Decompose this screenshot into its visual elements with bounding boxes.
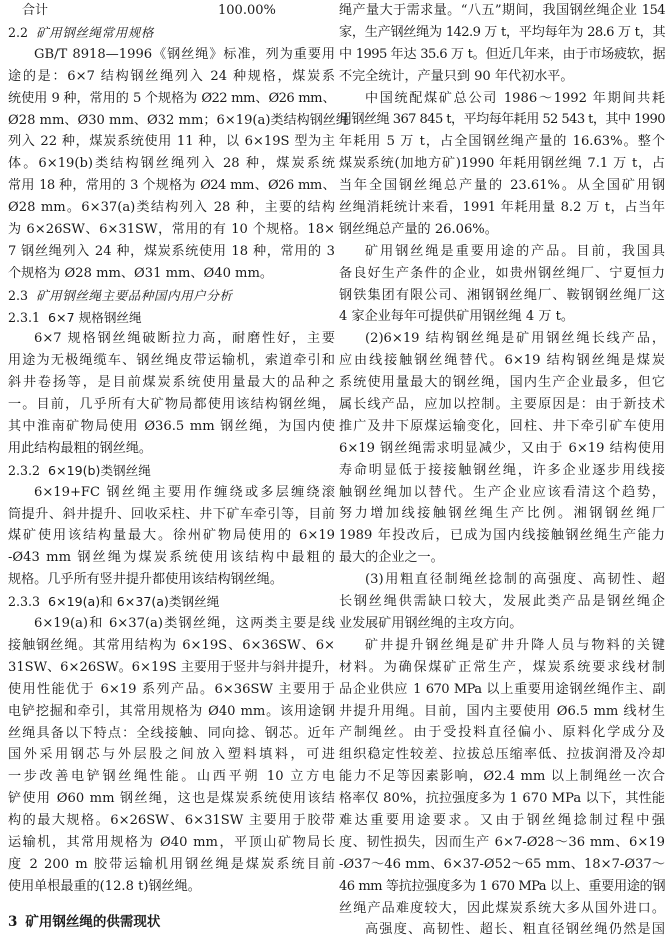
paragraph xyxy=(339,0,665,88)
text-line: 常用 18 种，常用的 3 个规格为 Ø24 mm、Ø26 mm、 xyxy=(8,178,335,194)
text-line: 一。目前，几乎所有大矿物局都使用该结构钢丝绳， xyxy=(8,397,335,413)
section-title: 矿用钢丝绳常用规格 xyxy=(36,25,154,40)
text-line: 铲使用 Ø60 mm 钢丝绳，这也是煤炭系统使用该结 xyxy=(8,791,335,807)
paragraph xyxy=(339,88,665,241)
section-number: 2.2 xyxy=(8,25,29,40)
text-line: 矿用钢丝绳是重要用途的产品。目前，我国具 xyxy=(365,243,665,259)
text-line: 高强度、高韧性、超长、粗直径钢丝绳仍然是国 xyxy=(365,922,665,938)
section-number: 2.3.2 xyxy=(8,462,41,478)
text-line: Ø28 mm、Ø30 mm、Ø32 mm；6×19(a)类结构钢丝绳 xyxy=(8,112,349,128)
text-line: 度、韧性损失，因而生产 6×7-Ø28～36 mm、6×19 xyxy=(339,834,665,850)
text-line: 体。6×19(b)类结构钢丝绳列入 28 种，煤炭系统 xyxy=(8,156,335,172)
section-2-2-heading xyxy=(8,22,335,44)
section-2-2-body xyxy=(8,44,349,285)
section-number: 3 xyxy=(8,913,18,930)
text-line: 筒提升、斜井提升、回收采柱、井下矿车牵引等，目前 xyxy=(8,506,335,522)
text-line: GB/T 8918—1996《钢丝绳》标准，列为重要用 xyxy=(34,46,335,62)
text-line: 能力不足等因素影响，Ø2.4 mm 以上制绳丝一次合 xyxy=(339,769,665,785)
text-line: 丝绳具备以下特点：全线接触、同向捻、钢芯。近年 xyxy=(8,725,335,741)
text-line: 斜井卷扬等，是目前煤炭系统使用量最大的品种之 xyxy=(8,375,335,391)
text-line: 7 钢丝绳列入 24 种，煤炭系统使用 18 种，常用的 3 xyxy=(8,243,335,259)
text-line: 接触钢丝绳。其常用结构为 6×19S、6×36SW、6× xyxy=(8,637,335,653)
text-line: 6×19+FC 钢丝绳主要用作缠绕或多层缠绕滚 xyxy=(34,484,335,500)
text-line: 中国统配煤矿总公司 1986～1992 年期间共耗 xyxy=(365,90,665,106)
text-line: 一步改善电铲钢丝绳性能。山西平朔 10 立方电 xyxy=(8,769,335,785)
text-line: 井提升用绳。目前，国内主要使用 Ø6.5 mm 线材生 xyxy=(339,703,665,719)
text-line: 煤矿使用该结构量最大。徐州矿物局使用的 6×19 xyxy=(8,528,335,544)
section-title: 6×19(b)类钢丝绳 xyxy=(48,462,151,478)
text-line: 业发展矿用钢丝绳的主攻方向。 xyxy=(339,615,523,631)
text-line: 其中淮南矿物局使用 Ø36.5 mm 钢丝绳，为国内使 xyxy=(8,419,335,435)
section-2-3-2-body xyxy=(8,482,335,591)
total-row xyxy=(8,0,335,22)
text-line: 国外采用钢芯与外层股之间放入塑料填料，可进 xyxy=(8,747,335,763)
text-line: 度 2 200 m 胶带运输机用钢丝绳是煤炭系统目前 xyxy=(8,856,335,872)
text-line: 为 6×26SW、6×31SW，常用的有 10 个规格。18× xyxy=(8,222,335,238)
text-line: 备良好生产条件的企业，如贵州钢丝绳厂、宁夏恒力 xyxy=(339,265,665,281)
text-line: 钢丝绳总产量的 26.06%。 xyxy=(339,221,498,237)
left-column xyxy=(8,0,349,930)
text-line: 1989 年投改后，已成为国内线接触钢丝绳生产能力 xyxy=(339,528,665,544)
text-line: 品企业供应 1 670 MPa 以上重要用途钢丝绳作主、副 xyxy=(339,681,665,697)
text-line: 构的最大规格。6×26SW、6×31SW 主要用于胶带 xyxy=(8,813,335,829)
text-line: 家，生产钢丝绳为 142.9 万 t，平均每年为 28.6 万 t，其 xyxy=(339,24,665,40)
section-number: 2.3 xyxy=(8,287,29,303)
text-line: 中 1995 年达 35.6 万 t。但近几年来，由于市场疲软，据 xyxy=(339,46,665,62)
text-line: 属长线产品，应加以控制。主要原因是：由于新技术 xyxy=(339,397,665,413)
text-line: 钢铁集团有限公司、湘钢钢丝绳厂、鞍钢钢丝绳厂这 xyxy=(339,287,665,303)
section-2-3-heading xyxy=(8,285,335,307)
paragraph xyxy=(339,569,665,635)
section-2-3-3-heading xyxy=(8,591,335,613)
text-line: 运输机，其常用规格为 Ø40 mm，平顶山矿物局长 xyxy=(8,834,335,850)
paragraph xyxy=(339,241,665,329)
text-line: 个规格为 Ø28 mm、Ø31 mm、Ø40 mm。 xyxy=(8,265,273,281)
spacer xyxy=(8,898,335,912)
text-line: 使用单根最重的(12.8 t)钢丝绳。 xyxy=(8,878,201,894)
text-line: 统使用 9 种，常用的 5 个规格为 Ø22 mm、Ø26 mm、 xyxy=(8,90,335,106)
right-column xyxy=(339,0,665,938)
text-line: 寿命明显低于接接触钢丝绳，许多企业逐步用线接 xyxy=(339,462,665,478)
text-line: 煤炭系统(加地方矿)1990 年耗用钢丝绳 7.1 万 t，占 xyxy=(339,156,665,172)
text-line: 不完全统计，产量只到 90 年代初水平。 xyxy=(339,68,574,84)
section-2-3-1-heading xyxy=(8,307,335,329)
text-line: 丝绳消耗统计来看，1991 年耗用量 8.2 万 t，占当年 xyxy=(339,200,665,216)
total-value: 100.00% xyxy=(218,3,276,18)
text-line: 绳产量大于需求量。“八五”期间，我国钢丝绳企业 154 xyxy=(339,3,665,18)
text-line: (2)6×19 结构钢丝绳是矿用钢丝绳长线产品， xyxy=(365,331,665,347)
text-line: 系统使用量最大的钢丝绳，国内生产企业最多，但它 xyxy=(339,375,665,391)
section-title: 6×19(a)和 6×37(a)类钢丝绳 xyxy=(48,594,220,610)
text-line: 6×19(a)和 6×37(a)类钢丝绳，这两类主要是线 xyxy=(34,616,335,632)
text-line: 材料。为确保煤矿正常生产，煤炭系统要求线材制 xyxy=(339,659,665,675)
text-line: 用钢丝绳 367 845 t，平均每年耗用 52 543 t，其中 1990 xyxy=(339,112,665,128)
text-line: 产制绳丝。由于受投料直径偏小、原料化学成分及 xyxy=(339,725,665,741)
section-number: 2.3.1 xyxy=(8,309,41,325)
text-line: 用途为无极绳缆车、钢丝绳皮带运输机，索道牵引和 xyxy=(8,353,335,369)
text-line: Ø28 mm。6×37(a)类结构列入 28 种，主要的结构 xyxy=(8,200,335,216)
text-line: 列入 22 种，煤炭系统使用 11 种，以 6×19S 型为主 xyxy=(8,134,335,150)
text-line: 推广及井下原煤运输变化，回柱、井下牵引矿车使用 xyxy=(339,418,665,434)
section-2-3-2-heading xyxy=(8,460,335,482)
text-line: 格率仅 80%，抗拉强度多为 1 670 MPa 以下，其性能 xyxy=(339,791,665,807)
text-line: 年耗用 5 万 t，占全国钢丝绳产量的 16.63%。整个 xyxy=(339,134,665,150)
text-line: 长钢丝绳供需缺口较大，发展此类产品是钢丝绳企 xyxy=(339,594,665,610)
text-line: 当年全国钢丝绳总产量的 23.61%。从全国矿用钢 xyxy=(339,178,665,194)
text-line: -Ø37～46 mm、6×37-Ø52～65 mm、18×7-Ø37～ xyxy=(339,856,665,872)
text-line: 矿井提升钢丝绳是矿井升降人员与物料的关键 xyxy=(365,637,665,653)
paragraph xyxy=(339,635,665,941)
text-line: 难达重要用途要求。又由于钢丝绳捻制过程中强 xyxy=(339,812,665,828)
text-line: 丝绳产品难度较大，因此煤炭系统大多从国外进口。 xyxy=(339,900,665,916)
text-line: 触钢丝绳加以替代。生产企业应该看清这个趋势， xyxy=(339,484,665,500)
section-title: 矿用钢丝绳的供需现状 xyxy=(25,913,161,930)
section-title: 6×7 规格钢丝绳 xyxy=(48,309,142,325)
text-line: (3)用粗直径制绳丝捻制的高强度、高韧性、超 xyxy=(365,572,665,588)
text-line: 组织稳定性较差、拉拔总压缩率低、拉拔润滑及冷却 xyxy=(339,747,665,763)
text-line: 31SW、6×26SW。6×19S 主要用于竖井与斜井提升， xyxy=(8,659,338,675)
text-line: -Ø43 mm 钢丝绳为煤炭系统使用该结构中最粗的 xyxy=(8,550,335,566)
total-label: 合计 xyxy=(22,3,49,18)
text-line: 最大的企业之一。 xyxy=(339,550,444,566)
text-line: 规格。几乎所有竖井提升都使用该结构钢丝绳。 xyxy=(8,572,283,588)
text-line: 努力增加线接触钢丝绳生产比例。湘钢钢丝绳厂 xyxy=(339,506,665,522)
text-line: 途的是：6×7 结构钢丝绳列入 24 种规格，煤炭系 xyxy=(8,68,335,84)
text-line: 46 mm 等抗拉强度多为 1 670 MPa 以上、重要用途的钢 xyxy=(339,878,665,894)
section-number: 2.3.3 xyxy=(8,594,41,610)
text-line: 6×7 规格钢丝绳破断拉力高，耐磨性好，主要 xyxy=(34,331,335,347)
section-2-3-3-body xyxy=(8,613,338,898)
text-line: 用此结构最粗的钢丝绳。 xyxy=(8,440,153,456)
text-line: 4 家企业每年可提供矿用钢丝绳 4 万 t。 xyxy=(339,309,574,325)
text-line: 6×19 钢丝绳需求明显减少，又由于 6×19 结构使用 xyxy=(339,440,665,456)
section-2-3-1-body xyxy=(8,328,335,459)
text-line: 使用性能优于 6×19 系列产品。6×36SW 主要用于 xyxy=(8,681,335,697)
paragraph xyxy=(339,328,665,569)
section-3-heading xyxy=(8,912,335,934)
text-line: 电铲挖掘和牵引，其常用规格为 Ø40 mm。该用途钢 xyxy=(8,703,335,719)
text-line: 应由线接触钢丝绳替代。6×19 结构钢丝绳是煤炭 xyxy=(339,353,665,369)
section-title: 矿用钢丝绳主要品种国内用户分析 xyxy=(36,287,233,303)
